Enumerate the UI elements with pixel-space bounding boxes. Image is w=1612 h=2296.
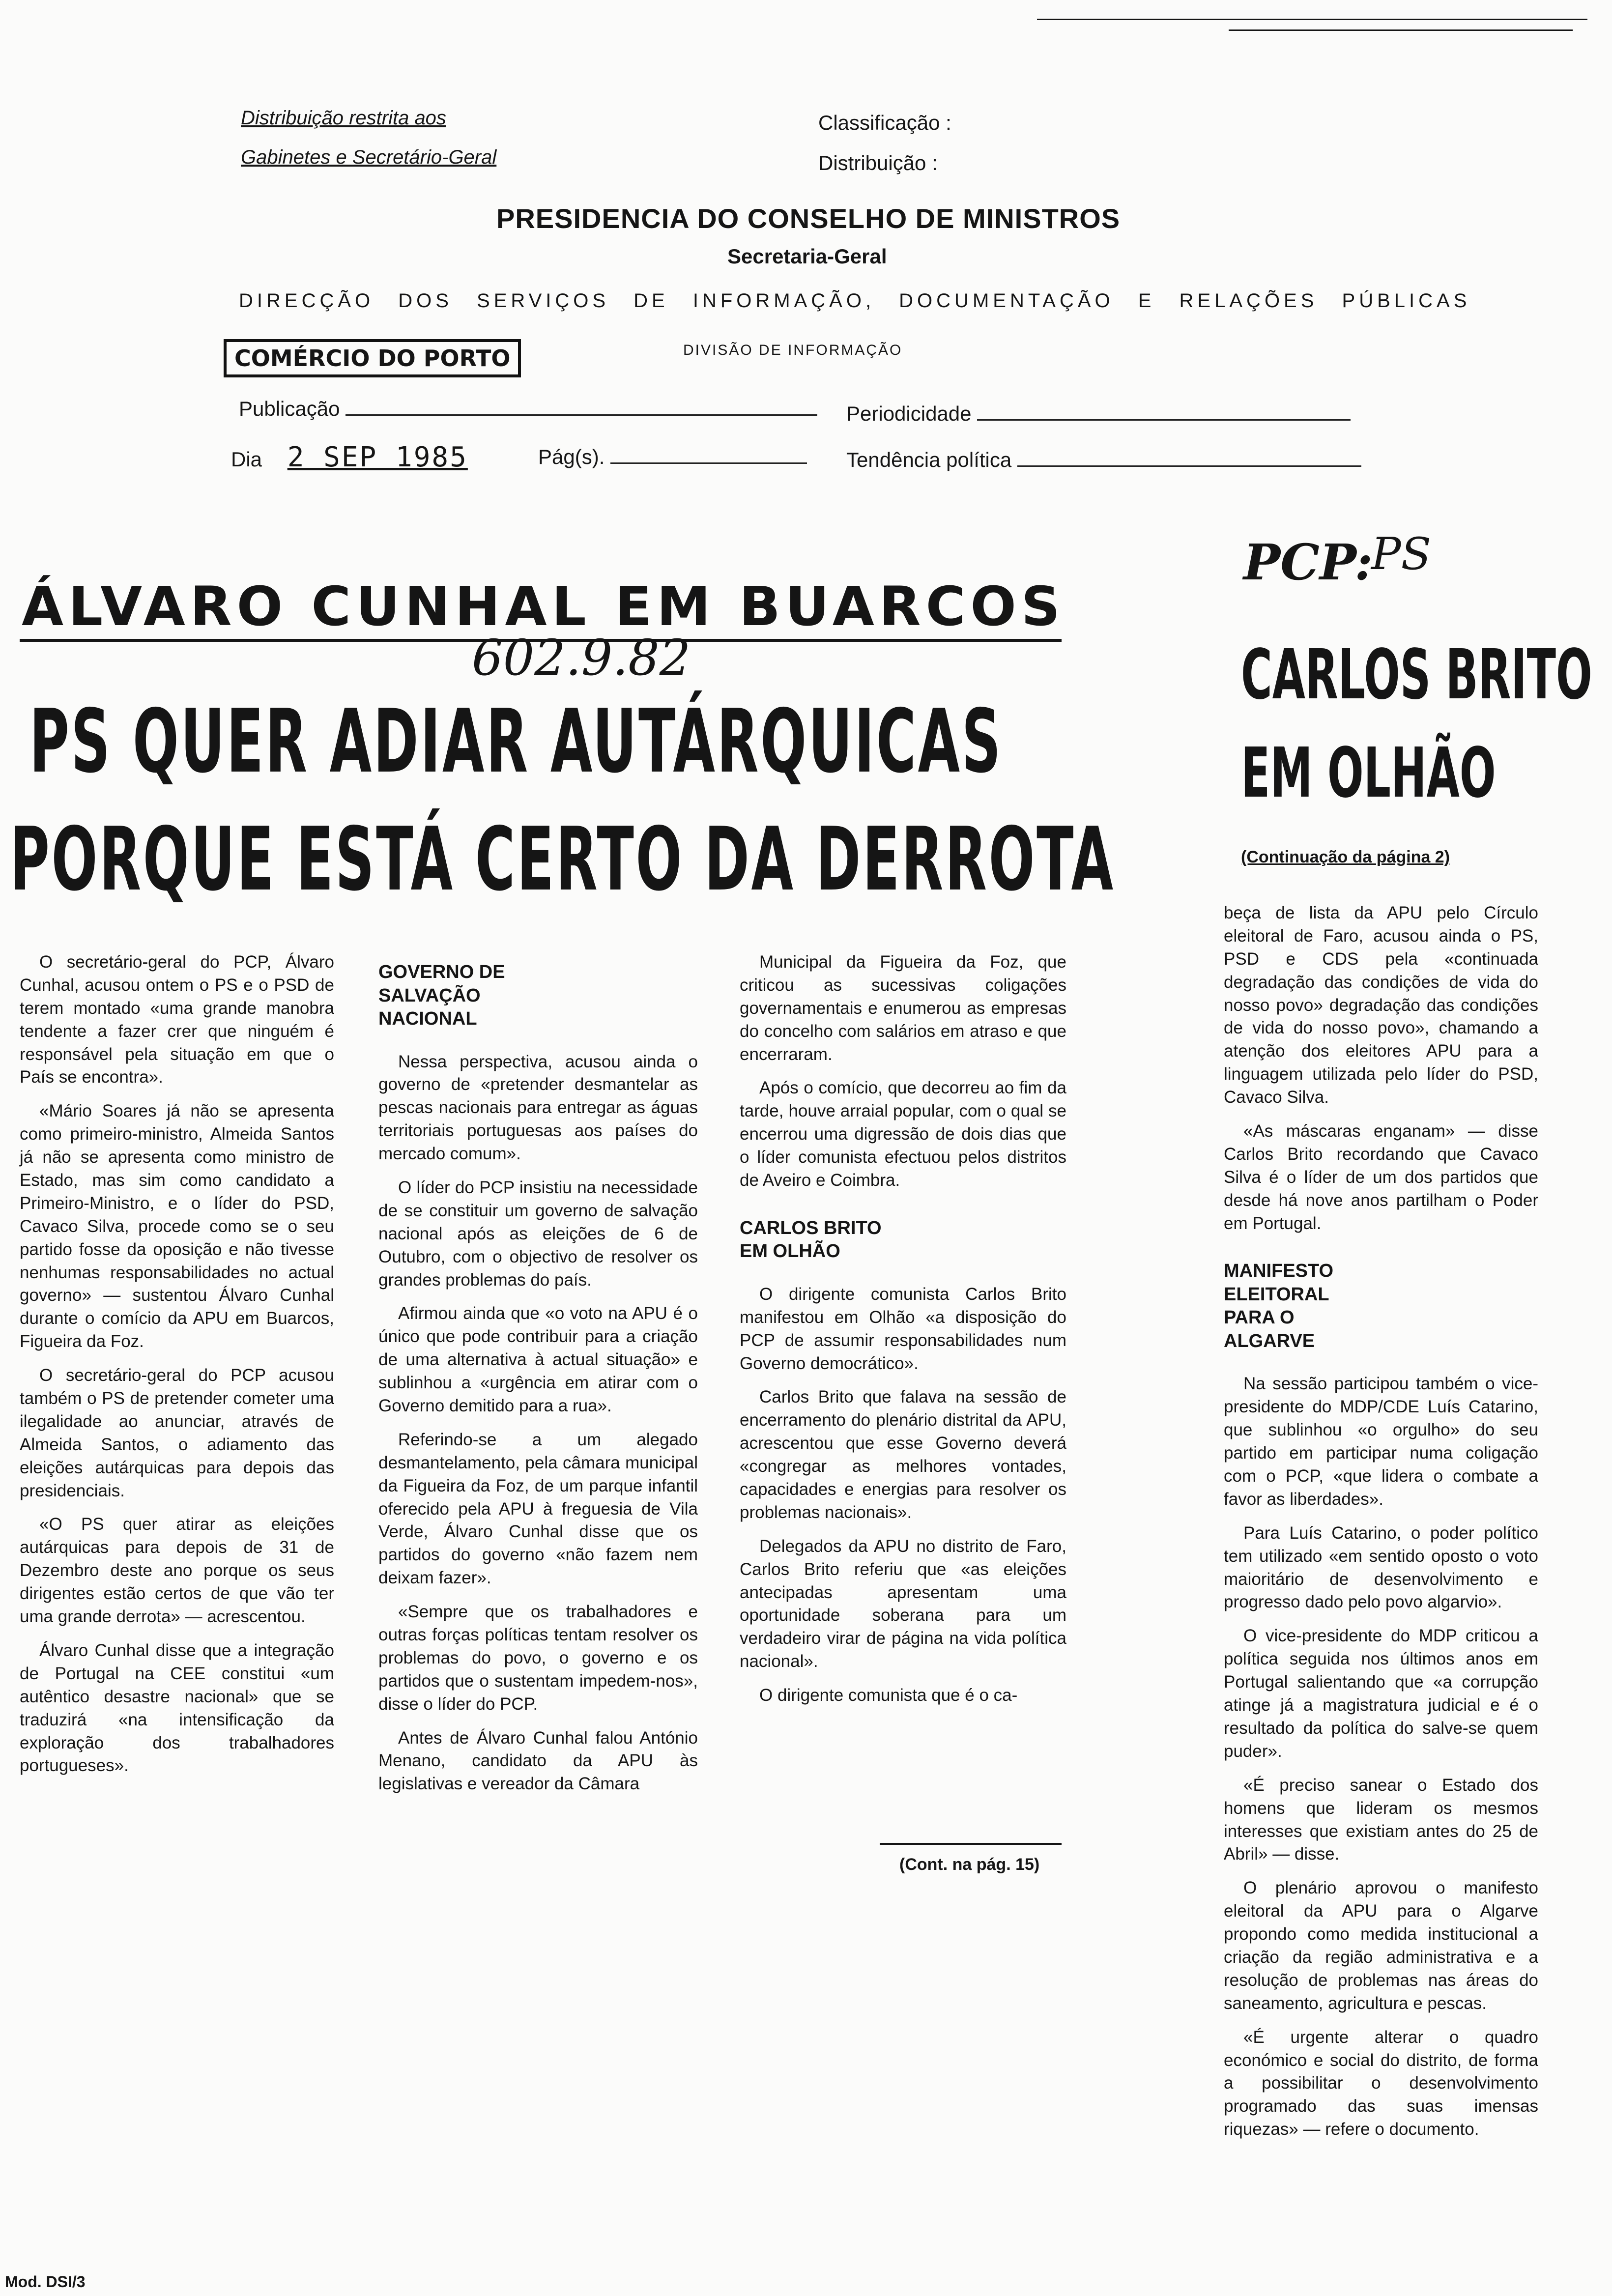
- paragraph: Na sessão participou também o vice-presidente do MDP/CDE Luís Catarino, que sublinhou «o orgulho» do seu partido em participar numa coligação com o PCP, «que lidera o combate a favor as liberdades».: [1224, 1374, 1538, 1509]
- pages-field: [538, 445, 807, 469]
- day-field: [231, 441, 468, 473]
- section-heading-manifesto: MANIFESTO ELEITORAL PARA O ALGARVE: [1224, 1261, 1334, 1351]
- tendency-field: [846, 448, 1361, 472]
- continued-note: (Cont. na pág. 15): [899, 1855, 1040, 1874]
- handwritten-reference: 602.9.82: [472, 629, 691, 687]
- paragraph: Afirmou ainda que «o voto na APU é o único que pode contribuir para a criação de uma alternativa à actual situação» e sublinhou a «urgência em atirar com o Governo demitido para a rua».: [378, 1304, 698, 1415]
- paragraph: O vice-presidente do MDP criticou a política seguida nos últimos anos em Portugal salientando que «a corrupção atinge já a magistratura judicial e é o resultado da política do salve-se quem puder».: [1224, 1626, 1538, 1761]
- sidebar-headline-line1: CARLOS BRITO: [1241, 635, 1592, 715]
- sidebar-handwritten-note: PS: [1371, 528, 1432, 580]
- publication-line: [345, 398, 817, 416]
- section-heading-governo: GOVERNO DE SALVAÇÃO NACIONAL: [378, 962, 505, 1029]
- periodicity-field: [846, 402, 1351, 426]
- sidebar-column: [1224, 902, 1538, 2152]
- article-column-3: [740, 951, 1066, 1718]
- distribution-note-line2: Gabinetes e Secretário-Geral: [241, 146, 497, 168]
- paragraph: beça de lista da APU pelo Círculo eleitoral de Faro, acusou ainda o PS, PSD e CDS pela «continuada degradação das condições de vida do nosso povo» degradação das condições de vida do nosso povo», chamando a atenção dos eleitores APU para a linguagem utilizada pelo líder do PSD, Cavaco Silva.: [1224, 903, 1538, 1107]
- division-title: DIVISÃO DE INFORMAÇÃO: [683, 342, 903, 358]
- tendency-line: [1017, 449, 1361, 467]
- headline-line2: PORQUE ESTÁ CERTO DA DERROTA: [10, 808, 1115, 910]
- paragraph: O plenário aprovou o manifesto eleitoral da APU para o Algarve propondo como medida institucional a criação da região administrativa e a resolução de problemas nas áreas do saneamento, agricultura e pescas.: [1224, 1878, 1538, 2013]
- distribution-label: Distribuição :: [818, 151, 938, 174]
- sidebar-headline-line2: EM OLHÃO: [1241, 733, 1496, 813]
- paragraph: Após o comício, que decorreu ao fim da tarde, houve arraial popular, com o qual se encerrou uma digressão de dois dias que o líder comunista efectuou pelos distritos de Aveiro e Coimbra.: [740, 1078, 1066, 1190]
- date-stamp: 2 SEP 1985: [287, 441, 468, 473]
- tendency-label: Tendência política: [846, 448, 1012, 471]
- distribution-note-line1: Distribuição restrita aos: [241, 107, 446, 129]
- paragraph: Referindo-se a um alegado desmantelamento, pela câmara municipal da Figueira da Foz, de um parque infantil oferecido pela APU à freguesia de Vila Verde, Álvaro Cunhal disse que os partidos do governo «não fazem nem deixam fazer».: [378, 1430, 698, 1588]
- paragraph: «Sempre que os trabalhadores e outras forças políticas tentam resolver os problemas do povo, o governo e os partidos que o sustentam impedem-nos», disse o líder do PCP.: [378, 1602, 698, 1714]
- paragraph: «É preciso sanear o Estado dos homens que lideram os mesmos interesses que existiam antes do 25 de Abril» — disse.: [1224, 1775, 1538, 1864]
- directorate-title: DIRECÇÃO DOS SERVIÇOS DE INFORMAÇÃO, DOCUMENTAÇÃO E RELAÇÕES PÚBLICAS: [239, 290, 1471, 312]
- paragraph: Carlos Brito que falava na sessão de encerramento do plenário distrital da APU, acrescentou que esse Governo deverá «congregar as melhores vontades, capacidades e energias para resolver os problemas nacionais».: [740, 1387, 1066, 1522]
- paragraph: «O PS quer atirar as eleições autárquicas para depois de 31 de Dezembro deste ano porque os seus dirigentes estão certos de que vão ter uma grande derrota» — acrescentou.: [20, 1515, 334, 1627]
- periodicity-label: Periodicidade: [846, 402, 972, 425]
- periodicity-line: [977, 402, 1351, 421]
- paragraph: O dirigente comunista Carlos Brito manifestou em Olhão «a disposição do PCP de assumir responsabilidades num Governo democrático».: [740, 1284, 1066, 1373]
- form-code: Mod. DSI/3: [5, 2273, 86, 2291]
- pages-line: [610, 446, 807, 464]
- top-edge-rule: [1037, 19, 1587, 20]
- continuation-rule: [880, 1843, 1062, 1845]
- article-column-2: [378, 951, 698, 1807]
- section-heading-carlos-brito: CARLOS BRITO EM OLHÃO: [740, 1217, 882, 1262]
- classification-label: Classificação :: [818, 111, 951, 134]
- paragraph: «Mário Soares já não se apresenta como primeiro-ministro, Almeida Santos já não se apresenta como ministro de Estado, mas sim como candidato a Primeiro-Ministro, e o líder do PSD, Cavaco Silva, procede como se o seu partido fosse da oposição e não tivesse nenhumas responsabilidades no actual governo» — sustentou Álvaro Cunhal durante o comício da APU em Buarcos, Figueira da Foz.: [20, 1101, 334, 1351]
- pages-label: Pág(s).: [538, 445, 605, 468]
- presidency-title: PRESIDENCIA DO CONSELHO DE MINISTROS: [496, 203, 1121, 234]
- top-edge-rule-2: [1229, 29, 1573, 31]
- paragraph: Municipal da Figueira da Foz, que criticou as sucessivas coligações governamentais e enumerou as empresas do concelho com salários em atraso e que encerraram.: [740, 952, 1066, 1064]
- publication-field: [239, 397, 817, 421]
- headline-line1: PS QUER ADIAR AUTÁRQUICAS: [29, 690, 1003, 792]
- sidebar-continuation: (Continuação da página 2): [1241, 848, 1450, 866]
- paragraph: Antes de Álvaro Cunhal falou António Menano, candidato da APU às legislativas e vereador da Câmara: [378, 1728, 698, 1794]
- secretariat-title: Secretaria-Geral: [727, 245, 887, 268]
- publication-stamp: COMÉRCIO DO PORTO: [224, 339, 521, 377]
- paragraph: «As máscaras enganam» — disse Carlos Brito recordando que Cavaco Silva é o líder de um dos partidos que desde há nove anos partilham o Poder em Portugal.: [1224, 1121, 1538, 1233]
- article-kicker: ÁLVARO CUNHAL EM BUARCOS: [22, 575, 1065, 638]
- sidebar-kicker: PCP:: [1243, 533, 1373, 591]
- paragraph: Álvaro Cunhal disse que a integração de Portugal na CEE constitui «um autêntico desastre nacional» que se traduzirá «na intensificação da exploração dos trabalhadores portugueses».: [20, 1640, 334, 1776]
- article-column-1: [20, 951, 334, 1788]
- publication-label: Publicação: [239, 397, 340, 420]
- day-label: Dia: [231, 448, 262, 471]
- paragraph: O secretário-geral do PCP, Álvaro Cunhal, acusou ontem o PS e o PSD de terem montado «uma grande manobra tendente a fazer crer que ninguém é responsável pela situação em que o País se encontra».: [20, 952, 334, 1087]
- paragraph: O dirigente comunista que é o ca-: [759, 1686, 1018, 1705]
- paragraph: «É urgente alterar o quadro económico e social do distrito, de forma a possibilitar o desenvolvimento programado das suas imensas riquezas» — refere o documento.: [1224, 2027, 1538, 2139]
- paragraph: Delegados da APU no distrito de Faro, Carlos Brito referiu que «as eleições antecipadas apresentam uma oportunidade soberana para um verdadeiro virar de página na vida política nacional».: [740, 1536, 1066, 1671]
- paragraph: O líder do PCP insistiu na necessidade de se constituir um governo de salvação nacional após as eleições de 6 de Outubro, com o objectivo de resolver os grandes problemas do país.: [378, 1177, 698, 1290]
- paragraph: Para Luís Catarino, o poder político tem utilizado «em sentido oposto o voto maioritário de desenvolvimento e progresso dado pelo povo algarvio».: [1224, 1523, 1538, 1612]
- paragraph: Nessa perspectiva, acusou ainda o governo de «pretender desmantelar as pescas nacionais para entregar as águas territoriais portuguesas aos países do mercado comum».: [378, 1052, 698, 1164]
- paragraph: O secretário-geral do PCP acusou também o PS de pretender cometer uma ilegalidade ao anunciar, através de Almeida Santos, o adiamento das eleições autárquicas para depois das presidenciais.: [20, 1366, 334, 1500]
